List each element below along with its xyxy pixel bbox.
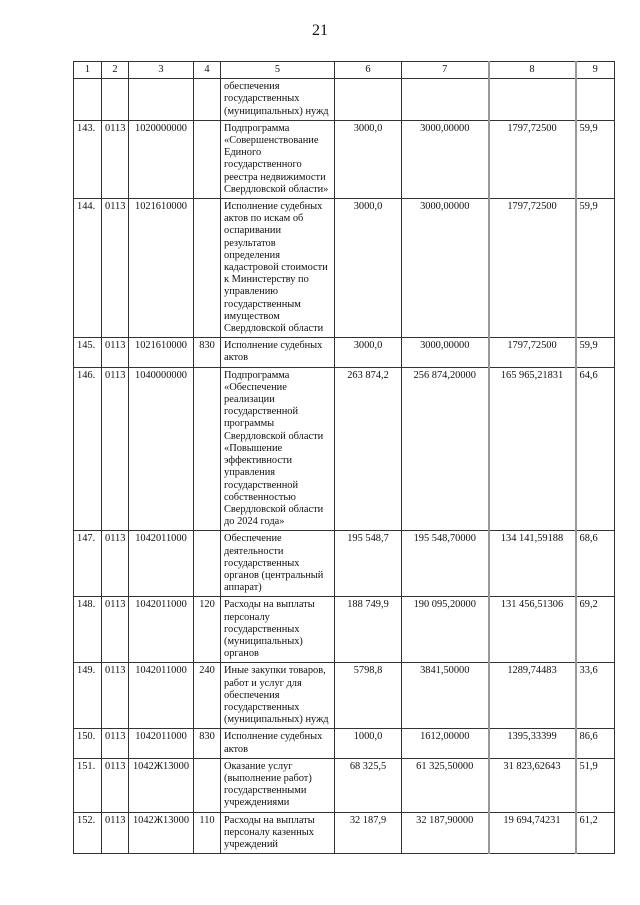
cell-target: 1021610000 — [129, 338, 194, 367]
table-header — [74, 62, 615, 79]
cell-type — [194, 199, 221, 338]
cell-refined: 195 548,70000 — [402, 531, 489, 597]
cell-section: 0113 — [102, 531, 129, 597]
continuation-row — [74, 79, 615, 121]
cell-target: 1042011000 — [129, 597, 194, 663]
cell-refined: 3000,00000 — [402, 120, 489, 198]
header-col-8: 8 — [489, 62, 576, 79]
cell-percent: 51,9 — [576, 758, 615, 812]
cell-refined — [402, 79, 489, 121]
cell-section: 0113 — [102, 729, 129, 758]
cell-executed: 1797,72500 — [489, 199, 576, 338]
table-row — [74, 812, 615, 854]
cell-num: 148. — [74, 597, 102, 663]
cell-type: 830 — [194, 729, 221, 758]
table-row — [74, 367, 615, 531]
cell-percent: 59,9 — [576, 120, 615, 198]
cell-executed: 1797,72500 — [489, 120, 576, 198]
header-col-6: 6 — [335, 62, 402, 79]
cell-type — [194, 79, 221, 121]
cell-name: Исполнение судебных актов — [221, 729, 335, 758]
cell-percent: 59,9 — [576, 338, 615, 367]
cell-target: 1020000000 — [129, 120, 194, 198]
cell-plan: 188 749,9 — [335, 597, 402, 663]
cell-section: 0113 — [102, 812, 129, 854]
page-number: 21 — [312, 22, 328, 39]
cell-section — [102, 79, 129, 121]
cell-name: обеспечения государственных (муниципальных) нужд — [221, 79, 335, 121]
cell-type: 110 — [194, 812, 221, 854]
cell-plan: 5798,8 — [335, 663, 402, 729]
cell-name: Оказание услуг (выполнение работ) государственными учреждениями — [221, 758, 335, 812]
cell-type: 830 — [194, 338, 221, 367]
budget-table — [73, 61, 615, 854]
cell-plan: 195 548,7 — [335, 531, 402, 597]
cell-executed: 1797,72500 — [489, 338, 576, 367]
cell-refined: 3000,00000 — [402, 338, 489, 367]
cell-executed: 1395,33399 — [489, 729, 576, 758]
cell-target: 1042Ж13000 — [129, 758, 194, 812]
cell-plan: 3000,0 — [335, 338, 402, 367]
cell-num: 146. — [74, 367, 102, 531]
cell-type: 120 — [194, 597, 221, 663]
table-row — [74, 531, 615, 597]
cell-plan: 3000,0 — [335, 199, 402, 338]
cell-plan: 68 325,5 — [335, 758, 402, 812]
cell-executed — [489, 79, 576, 121]
table-row — [74, 597, 615, 663]
cell-target: 1021610000 — [129, 199, 194, 338]
header-col-2: 2 — [102, 62, 129, 79]
cell-refined: 190 095,20000 — [402, 597, 489, 663]
cell-section: 0113 — [102, 338, 129, 367]
cell-num: 147. — [74, 531, 102, 597]
cell-executed: 131 456,51306 — [489, 597, 576, 663]
cell-name: Исполнение судебных актов по искам об оспаривании результатов определения кадастровой стоимости к Министерству по управлению государственным имуществом Свердловской области — [221, 199, 335, 338]
cell-name: Обеспечение деятельности государственных органов (центральный аппарат) — [221, 531, 335, 597]
cell-name: Иные закупки товаров, работ и услуг для обеспечения государственных (муниципальных) нужд — [221, 663, 335, 729]
cell-num: 150. — [74, 729, 102, 758]
cell-name: Расходы на выплаты персоналу государственных (муниципальных) органов — [221, 597, 335, 663]
cell-name: Подпрограмма «Обеспечение реализации государственной программы Свердловской области «Повышение эффективности управления государственной собственностью Свердловской области до 2024 года» — [221, 367, 335, 531]
table-row — [74, 758, 615, 812]
cell-percent: 59,9 — [576, 199, 615, 338]
cell-executed: 31 823,62643 — [489, 758, 576, 812]
cell-refined: 3000,00000 — [402, 199, 489, 338]
cell-num: 151. — [74, 758, 102, 812]
header-col-1: 1 — [74, 62, 102, 79]
cell-type — [194, 367, 221, 531]
cell-percent: 69,2 — [576, 597, 615, 663]
cell-plan — [335, 79, 402, 121]
table-row — [74, 338, 615, 367]
cell-type: 240 — [194, 663, 221, 729]
cell-percent: 86,6 — [576, 729, 615, 758]
cell-target: 1042011000 — [129, 663, 194, 729]
cell-refined: 256 874,20000 — [402, 367, 489, 531]
cell-name: Подпрограмма «Совершенствование Единого государственного реестра недвижимости Свердловской области» — [221, 120, 335, 198]
cell-num: 152. — [74, 812, 102, 854]
cell-refined: 32 187,90000 — [402, 812, 489, 854]
header-row — [74, 62, 615, 79]
cell-num: 143. — [74, 120, 102, 198]
cell-name: Исполнение судебных актов — [221, 338, 335, 367]
table-row — [74, 729, 615, 758]
cell-section: 0113 — [102, 597, 129, 663]
header-col-4: 4 — [194, 62, 221, 79]
cell-executed: 19 694,74231 — [489, 812, 576, 854]
table-row — [74, 663, 615, 729]
cell-plan: 1000,0 — [335, 729, 402, 758]
cell-plan: 263 874,2 — [335, 367, 402, 531]
cell-executed: 165 965,21831 — [489, 367, 576, 531]
cell-refined: 61 325,50000 — [402, 758, 489, 812]
table-row — [74, 120, 615, 198]
cell-refined: 1612,00000 — [402, 729, 489, 758]
cell-section: 0113 — [102, 758, 129, 812]
cell-refined: 3841,50000 — [402, 663, 489, 729]
cell-target — [129, 79, 194, 121]
cell-section: 0113 — [102, 663, 129, 729]
table-row — [74, 199, 615, 338]
cell-plan: 3000,0 — [335, 120, 402, 198]
header-col-9: 9 — [576, 62, 615, 79]
cell-type — [194, 758, 221, 812]
cell-plan: 32 187,9 — [335, 812, 402, 854]
cell-executed: 1289,74483 — [489, 663, 576, 729]
cell-num: 149. — [74, 663, 102, 729]
cell-percent: 33,6 — [576, 663, 615, 729]
header-col-7: 7 — [402, 62, 489, 79]
cell-num — [74, 79, 102, 121]
cell-percent: 64,6 — [576, 367, 615, 531]
table-body — [74, 79, 615, 854]
cell-target: 1042Ж13000 — [129, 812, 194, 854]
cell-target: 1042011000 — [129, 531, 194, 597]
cell-target: 1042011000 — [129, 729, 194, 758]
cell-section: 0113 — [102, 199, 129, 338]
header-col-3: 3 — [129, 62, 194, 79]
cell-target: 1040000000 — [129, 367, 194, 531]
cell-num: 144. — [74, 199, 102, 338]
cell-type — [194, 120, 221, 198]
cell-num: 145. — [74, 338, 102, 367]
cell-executed: 134 141,59188 — [489, 531, 576, 597]
cell-percent: 61,2 — [576, 812, 615, 854]
cell-section: 0113 — [102, 120, 129, 198]
cell-section: 0113 — [102, 367, 129, 531]
cell-name: Расходы на выплаты персоналу казенных учреждений — [221, 812, 335, 854]
cell-percent — [576, 79, 615, 121]
header-col-5: 5 — [221, 62, 335, 79]
cell-percent: 68,6 — [576, 531, 615, 597]
cell-type — [194, 531, 221, 597]
